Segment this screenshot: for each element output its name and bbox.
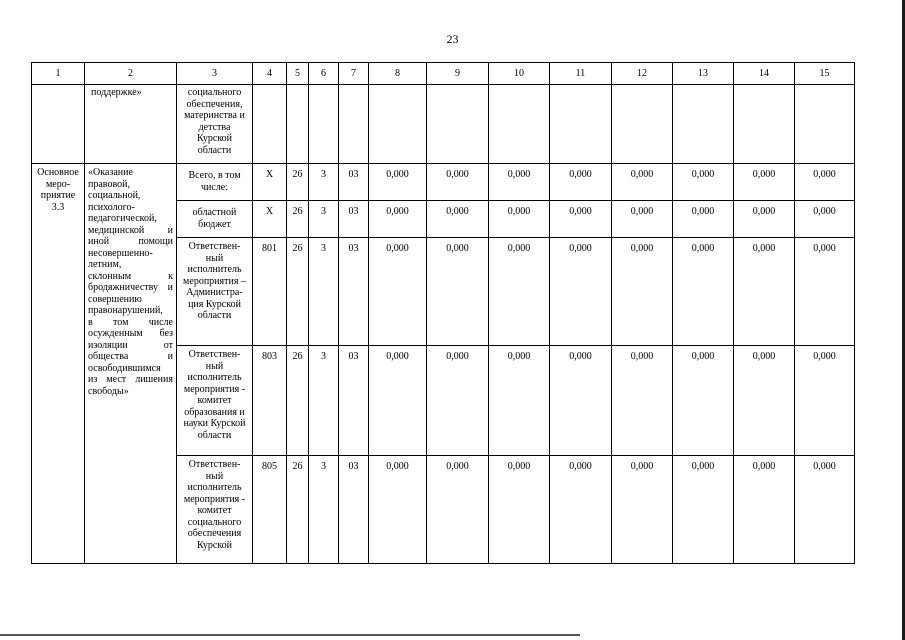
code-cell: 803 [253, 346, 287, 456]
code-cell: 03 [339, 346, 369, 456]
event-name-line: из мест лишения [88, 374, 173, 385]
event-id-line: меро- [45, 178, 71, 190]
scan-edge-bottom [0, 634, 580, 636]
code-cell: 3 [309, 346, 339, 456]
code-cell: 26 [287, 201, 309, 238]
code-cell: 26 [287, 164, 309, 201]
code-cell: 3 [309, 238, 339, 346]
code-cell: 26 [287, 238, 309, 346]
header-cell: 1 [32, 63, 85, 85]
executor-label: Ответствен-ный исполнитель мероприятия - комитет социального обеспечения Курской [177, 456, 253, 564]
value-cell: 0,000 [489, 346, 550, 456]
code-cell: 26 [287, 456, 309, 564]
code-cell: 805 [253, 456, 287, 564]
funding-label: областной бюджет [177, 201, 253, 238]
table-cell [550, 85, 612, 164]
header-cell: 8 [369, 63, 427, 85]
value-cell: 0,000 [612, 346, 673, 456]
header-cell: 7 [339, 63, 369, 85]
continuation-name: поддержке» [85, 85, 177, 164]
code-cell: 26 [287, 346, 309, 456]
value-cell: 0,000 [612, 456, 673, 564]
event-name-line: свободы» [88, 385, 129, 397]
value-cell: 0,000 [612, 164, 673, 201]
value-cell: 0,000 [489, 456, 550, 564]
code-cell: Х [253, 164, 287, 201]
event-name-line: правонарушений, [88, 305, 163, 316]
continuation-row [32, 85, 855, 164]
value-cell: 0,000 [427, 164, 489, 201]
header-row [32, 63, 855, 85]
value-cell: 0,000 [427, 346, 489, 456]
value-cell: 0,000 [673, 456, 734, 564]
code-cell: 801 [253, 238, 287, 346]
event-name-line: «Оказание [88, 167, 133, 178]
header-cell: 10 [489, 63, 550, 85]
value-cell: 0,000 [369, 238, 427, 346]
value-cell: 0,000 [369, 201, 427, 238]
value-cell: 0,000 [795, 346, 855, 456]
value-cell: 0,000 [673, 164, 734, 201]
table-cell [612, 85, 673, 164]
header-cell: 5 [287, 63, 309, 85]
value-cell: 0,000 [673, 201, 734, 238]
code-cell: 3 [309, 164, 339, 201]
value-cell: 0,000 [427, 456, 489, 564]
event-name-line: освободившимся [88, 362, 161, 374]
code-cell: 3 [309, 201, 339, 238]
code-cell: 03 [339, 456, 369, 564]
event-name-line: педагогической, [88, 213, 157, 224]
table-cell [673, 85, 734, 164]
value-cell: 0,000 [795, 164, 855, 201]
table-cell [369, 85, 427, 164]
executor-label: Ответствен-ный исполнитель мероприятия - комитет образования и науки Курской области [177, 346, 253, 456]
value-cell: 0,000 [369, 456, 427, 564]
event-name-line: правовой, [88, 178, 130, 190]
value-cell: 0,000 [673, 238, 734, 346]
value-cell: 0,000 [795, 201, 855, 238]
value-cell: 0,000 [550, 238, 612, 346]
page-number: 23 [446, 32, 459, 46]
value-cell: 0,000 [734, 238, 795, 346]
code-cell: 3 [309, 456, 339, 564]
table-cell [734, 85, 795, 164]
header-cell: 3 [177, 63, 253, 85]
event-name-line: медицинской и [88, 224, 173, 236]
header-cell: 4 [253, 63, 287, 85]
code-cell: Х [253, 201, 287, 238]
header-cell: 2 [85, 63, 177, 85]
header-cell: 12 [612, 63, 673, 85]
event-name-line: летним, [88, 259, 122, 270]
header-cell: 14 [734, 63, 795, 85]
table-cell [309, 85, 339, 164]
code-cell: 03 [339, 238, 369, 346]
value-cell: 0,000 [550, 164, 612, 201]
value-cell: 0,000 [489, 164, 550, 201]
event-name-line: психолого- [88, 201, 135, 213]
event-id-line: Основное [37, 167, 79, 178]
event-name-line: иной помощи [88, 236, 173, 247]
table-cell [427, 85, 489, 164]
table-cell [489, 85, 550, 164]
table-cell [32, 85, 85, 164]
event-name-line: несовершенно- [88, 247, 153, 259]
value-cell: 0,000 [734, 456, 795, 564]
table-cell [795, 85, 855, 164]
event-name-line: социальной, [88, 190, 141, 201]
table-row [32, 164, 855, 201]
event-id-cell [32, 164, 85, 564]
value-cell: 0,000 [734, 346, 795, 456]
value-cell: 0,000 [550, 346, 612, 456]
code-cell: 03 [339, 201, 369, 238]
value-cell: 0,000 [550, 201, 612, 238]
value-cell: 0,000 [734, 201, 795, 238]
value-cell: 0,000 [489, 238, 550, 346]
table-cell [339, 85, 369, 164]
value-cell: 0,000 [673, 346, 734, 456]
value-cell: 0,000 [369, 164, 427, 201]
executor-label: Ответствен-ный исполнитель мероприятия – Администра-ция Курской области [177, 238, 253, 346]
value-cell: 0,000 [369, 346, 427, 456]
header-cell: 6 [309, 63, 339, 85]
event-name-line: совершению [88, 293, 142, 305]
event-name-cell [85, 164, 177, 564]
event-name-line: склонным к [88, 270, 173, 282]
event-name-line: бродяжничеству и [88, 282, 173, 293]
value-cell: 0,000 [795, 238, 855, 346]
value-cell: 0,000 [550, 456, 612, 564]
value-cell: 0,000 [795, 456, 855, 564]
event-name-line: в том числе [88, 316, 173, 328]
table-cell [287, 85, 309, 164]
value-cell: 0,000 [427, 238, 489, 346]
value-cell: 0,000 [427, 201, 489, 238]
value-cell: 0,000 [612, 201, 673, 238]
event-id-line: приятие [40, 190, 76, 201]
table-cell [253, 85, 287, 164]
funding-label: Всего, в том числе: [177, 164, 253, 201]
value-cell: 0,000 [734, 164, 795, 201]
header-cell: 11 [550, 63, 612, 85]
value-cell: 0,000 [612, 238, 673, 346]
event-name-line: изоляции от [88, 339, 173, 351]
budget-table [31, 62, 855, 564]
header-cell: 13 [673, 63, 734, 85]
header-cell: 9 [427, 63, 489, 85]
value-cell: 0,000 [489, 201, 550, 238]
event-id-line: 3.3 [51, 201, 65, 213]
event-name-line: общества и [88, 351, 173, 362]
continuation-executor: социального обеспечения, материнства и детства Курской области [177, 85, 253, 164]
header-cell: 15 [795, 63, 855, 85]
event-name-line: осужденным без [88, 328, 173, 339]
code-cell: 03 [339, 164, 369, 201]
